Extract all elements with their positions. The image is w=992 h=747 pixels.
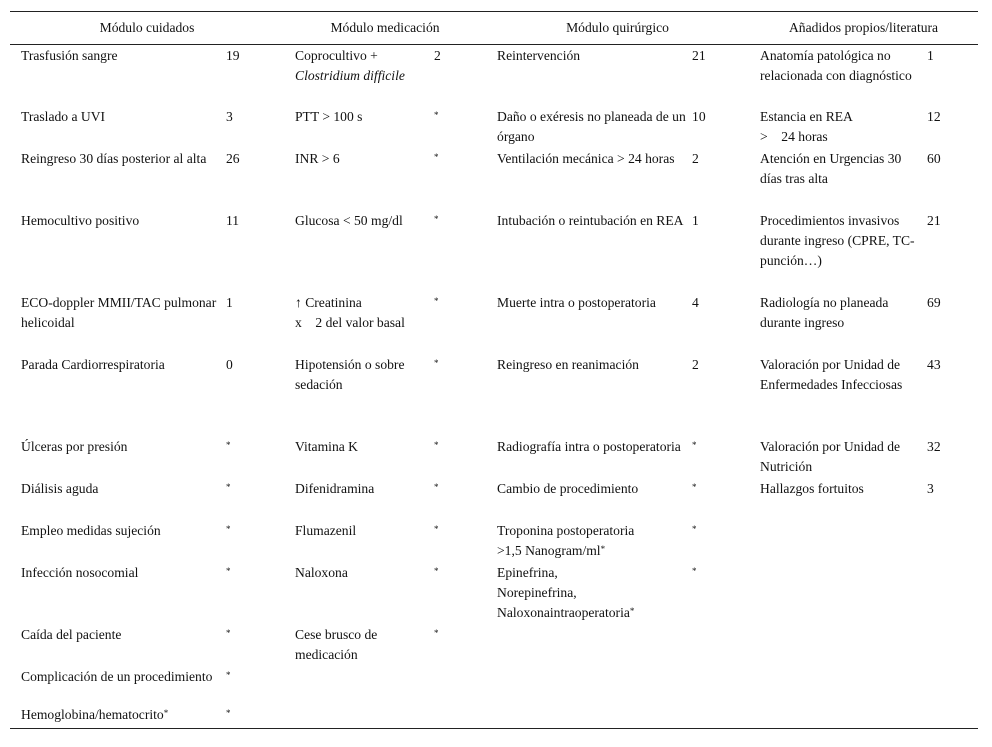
cell-cuidados: Parada Cardiorrespiratoria (21, 356, 165, 372)
cell-anadidos-value: 32 (927, 438, 941, 454)
footnote-marker: * (629, 605, 635, 616)
table-row (10, 667, 978, 699)
cell-quirurgico-line3: Naloxonaintraoperatoria (497, 604, 630, 620)
cell-anadidos: Radiología no planeada durante ingreso (760, 294, 889, 330)
table-header (10, 12, 978, 45)
cell-cuidados-value: * (226, 523, 231, 534)
cell-cuidados: Trasfusión sangre (21, 48, 118, 63)
cell-medicacion-value: 2 (434, 48, 441, 63)
table-row (10, 521, 978, 563)
cell-cuidados: Infección nosocomial (21, 564, 139, 580)
cell-quirurgico-value: 4 (692, 294, 699, 310)
cell-medicacion: PTT > 100 s (295, 108, 363, 124)
cell-cuidados: Hemoglobina/hematocrito (21, 706, 164, 722)
cell-anadidos-value: 12 (927, 108, 941, 124)
cell-anadidos-gt: > (760, 128, 768, 144)
cell-quirurgico-value: * (692, 565, 697, 576)
cell-cuidados: Reingreso 30 días posterior al alta (21, 150, 207, 166)
table-row (10, 45, 978, 107)
cell-medicacion: INR > 6 (295, 150, 340, 166)
cell-quirurgico: Troponina postoperatoria (497, 522, 635, 538)
cell-anadidos-value: 43 (927, 356, 941, 372)
cell-medicacion-value: * (434, 109, 439, 120)
cell-cuidados: Complicación de un procedimiento (21, 668, 213, 684)
cell-medicacion-value: * (434, 213, 439, 224)
cell-cuidados-value: * (226, 627, 231, 638)
cell-quirurgico-line2: >1,5 Nanogram/ml (497, 542, 601, 558)
indicator-table (10, 11, 978, 729)
cell-medicacion-value: * (434, 627, 439, 638)
cell-medicacion: Difenidramina (295, 480, 375, 496)
cell-medicacion: Flumazenil (295, 522, 357, 538)
table-row (10, 563, 978, 625)
cell-cuidados-value: 1 (226, 294, 233, 310)
cell-cuidados: Empleo medidas sujeción (21, 522, 161, 538)
cell-quirurgico-value: 2 (692, 356, 699, 372)
cell-medicacion-value: * (434, 357, 439, 368)
cell-anadidos: Hallazgos fortuitos (760, 480, 864, 496)
footnote-marker: * (163, 707, 169, 718)
cell-cuidados-value: * (226, 481, 231, 492)
cell-medicacion-basal: 2 del valor basal (315, 314, 405, 330)
cell-medicacion: Naloxona (295, 564, 348, 580)
cell-quirurgico-line2: Norepinefrina, (497, 584, 577, 600)
cell-quirurgico-value: * (692, 439, 697, 450)
table-row (10, 437, 978, 479)
cell-quirurgico: Reintervención (497, 48, 581, 63)
cell-anadidos: Procedimientos invasivos durante ingreso (CPRE, TC-punción…) (760, 212, 915, 268)
cell-medicacion-value: * (434, 439, 439, 450)
cell-medicacion: Coprocultivo + (295, 48, 378, 63)
cell-cuidados: Úlceras por presión (21, 438, 128, 454)
header-modulo-quirurgico: Módulo quirúrgico (486, 12, 749, 45)
cell-medicacion-value: * (434, 565, 439, 576)
cell-quirurgico: Cambio de procedimiento (497, 480, 639, 496)
cell-quirurgico: Epinefrina, (497, 564, 558, 580)
cell-anadidos-value: 1 (927, 48, 934, 63)
cell-quirurgico: Reingreso en reanimación (497, 356, 639, 372)
cell-cuidados-value: 3 (226, 108, 233, 124)
cell-medicacion: Vitamina K (295, 438, 358, 454)
cell-quirurgico-value: * (692, 481, 697, 492)
table-row (10, 107, 978, 149)
cell-anadidos: Valoración por Unidad de Enfermedades Infecciosas (760, 356, 903, 392)
cell-medicacion: ↑ Creatinina (295, 294, 362, 310)
cell-quirurgico-value: * (692, 523, 697, 534)
cell-cuidados: Diálisis aguda (21, 480, 99, 496)
table-row (10, 625, 978, 667)
cell-medicacion-value: * (434, 481, 439, 492)
cell-medicacion-times: x (295, 314, 302, 330)
table-body (10, 45, 978, 729)
cell-medicacion-value: * (434, 523, 439, 534)
cell-anadidos: Estancia en REA (760, 108, 853, 124)
table-row (10, 293, 978, 355)
header-anadidos: Añadidos propios/literatura (749, 12, 978, 45)
table-row (10, 355, 978, 437)
cell-cuidados-value: * (226, 439, 231, 450)
footnote-marker: * (600, 543, 606, 554)
cell-cuidados: Caída del paciente (21, 626, 122, 642)
cell-quirurgico: Muerte intra o postoperatoria (497, 294, 656, 310)
cell-medicacion: Cese brusco de medicación (295, 626, 378, 662)
cell-cuidados-value: 19 (226, 48, 240, 63)
cell-anadidos: Atención en Urgencias 30 días tras alta (760, 150, 902, 186)
cell-quirurgico-value: 10 (692, 108, 706, 124)
cell-medicacion: Glucosa < 50 mg/dl (295, 212, 403, 228)
cell-anadidos: Anatomía patológica no relacionada con diagnóstico (760, 48, 912, 83)
cell-quirurgico-value: 2 (692, 150, 699, 166)
cell-quirurgico: Daño o exéresis no planeada de un órgano (497, 108, 686, 144)
cell-cuidados-value: * (226, 707, 231, 718)
cell-anadidos-hours: 24 horas (781, 128, 828, 144)
cell-cuidados-value: * (226, 565, 231, 576)
cell-quirurgico: Ventilación mecánica > 24 horas (497, 150, 675, 166)
cell-anadidos-value: 69 (927, 294, 941, 310)
cell-cuidados-value: 0 (226, 356, 233, 372)
cell-medicacion-italic: Clostridium difficile (295, 68, 405, 83)
table-row (10, 211, 978, 293)
cell-cuidados: ECO-doppler MMII/TAC pulmonar helicoidal (21, 294, 217, 330)
cell-cuidados-value: 26 (226, 150, 240, 166)
cell-quirurgico-value: 21 (692, 48, 706, 63)
cell-quirurgico: Radiografía intra o postoperatoria (497, 438, 681, 454)
table-row (10, 699, 978, 729)
cell-cuidados-value: 11 (226, 212, 240, 228)
cell-quirurgico: Intubación o reintubación en REA (497, 212, 684, 228)
cell-cuidados-value: * (226, 669, 231, 680)
header-modulo-medicacion: Módulo medicación (284, 12, 486, 45)
cell-anadidos-value: 21 (927, 212, 941, 228)
cell-medicacion: Hipotensión o sobre sedación (295, 356, 405, 392)
cell-medicacion-value: * (434, 295, 439, 306)
header-modulo-cuidados: Módulo cuidados (10, 12, 284, 45)
table-row (10, 479, 978, 521)
indicator-table-wrapper (10, 11, 978, 729)
cell-anadidos: Valoración por Unidad de Nutrición (760, 438, 901, 474)
cell-anadidos-value: 60 (927, 150, 941, 166)
cell-quirurgico-value: 1 (692, 212, 699, 228)
cell-medicacion-value: * (434, 151, 439, 162)
cell-anadidos-value: 3 (927, 480, 934, 496)
table-row (10, 149, 978, 211)
cell-cuidados: Hemocultivo positivo (21, 212, 140, 228)
cell-cuidados: Traslado a UVI (21, 108, 106, 124)
